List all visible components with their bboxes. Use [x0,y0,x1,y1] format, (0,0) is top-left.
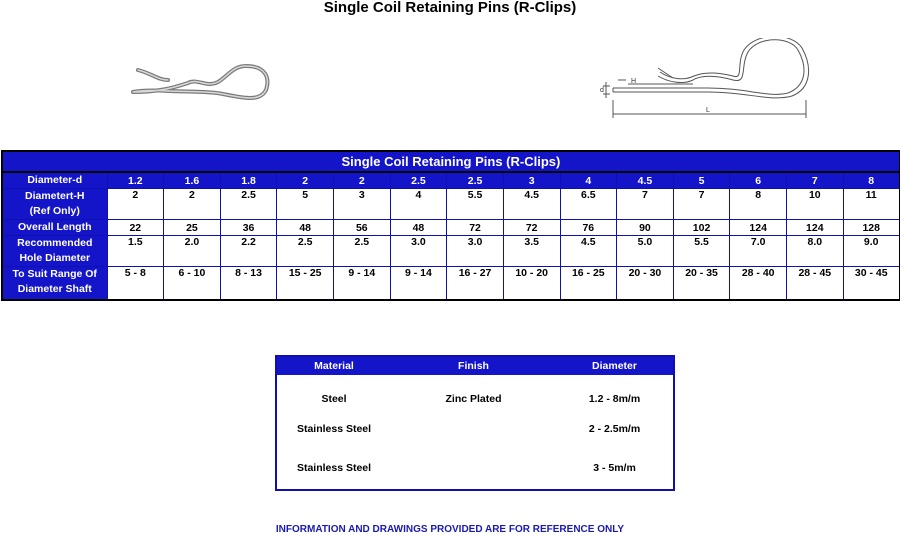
diameter-cell: 2 - 2.5m/m [588,423,641,435]
finish-cell [391,423,556,447]
page-title: Single Coil Retaining Pins (R-Clips) [323,0,577,16]
dim-label-h: H [631,78,637,85]
table-cell: 3.5 [503,236,560,267]
row-label-line: Recommended [17,237,93,249]
table-cell: 9 - 14 [390,267,447,301]
table-cell: 6 [730,172,787,189]
table-cell: 9.0 [843,236,900,267]
table-cell: 5.5 [673,236,730,267]
table-cell: 8 [843,172,900,189]
dim-label-l: L [706,107,710,114]
finish-cell: Zinc Plated [445,393,502,405]
row-label-line: Diametert-H [24,190,85,202]
material-cell: Stainless Steel [296,423,372,435]
table-cell: 2.2 [220,236,277,267]
column-header-finish: Finish [391,356,556,375]
table-cell: 4 [390,189,447,220]
spec-table [1,150,900,301]
material-table [275,355,675,491]
dim-label-d: d [600,87,604,94]
diameter-cell: 1.2 - 8m/m [588,393,641,405]
table-cell: 7 [787,172,844,189]
table-cell: 1.2 [107,172,164,189]
table-cell: 5.5 [447,189,504,220]
table-cell: 2.5 [390,172,447,189]
table-cell: 48 [390,220,447,236]
table-cell: 10 [787,189,844,220]
table-cell: 102 [673,220,730,236]
table-cell: 2.0 [164,236,221,267]
table-row [276,375,674,423]
table-cell: 7 [617,189,674,220]
table-cell: 9 - 14 [334,267,391,301]
material-table-header [276,356,674,375]
column-header-material: Material [276,356,391,375]
r-clip-drawing [598,38,813,123]
table-cell: 5 - 8 [107,267,164,301]
table-cell: 28 - 40 [730,267,787,301]
table-cell: 2 [164,189,221,220]
table-cell: 7 [673,189,730,220]
row-label [2,267,107,301]
table-cell: 36 [220,220,277,236]
table-cell: 2.5 [447,172,504,189]
table-cell: 3 [503,172,560,189]
table-cell: 16 - 25 [560,267,617,301]
table-cell: 1.5 [107,236,164,267]
table-cell: 2.5 [334,236,391,267]
row-label-line: Diameter Shaft [17,283,92,295]
disclaimer-footer: INFORMATION AND DRAWINGS PROVIDED ARE FOR REFERENCE ONLY [275,524,625,535]
table-cell: 128 [843,220,900,236]
table-cell: 76 [560,220,617,236]
row-label-line: (Ref Only) [29,205,80,217]
table-cell: 30 - 45 [843,267,900,301]
table-cell: 4.5 [617,172,674,189]
table-cell: 1.6 [164,172,221,189]
table-cell: 4.5 [503,189,560,220]
material-cell: Stainless Steel [296,462,372,474]
row-label-line: To Suit Range Of [12,268,97,280]
table-cell: 3.0 [447,236,504,267]
table-cell: 8.0 [787,236,844,267]
table-cell: 5 [277,189,334,220]
table-cell: 1.8 [220,172,277,189]
row-label: Overall Length [2,220,107,236]
table-cell: 20 - 30 [617,267,674,301]
table-cell: 20 - 35 [673,267,730,301]
table-cell: 48 [277,220,334,236]
column-header-diameter: Diameter [556,356,674,375]
r-clip-photo [128,58,278,108]
table-cell: 6 - 10 [164,267,221,301]
row-shaft-range [2,267,900,301]
table-cell: 124 [730,220,787,236]
row-diameter-h [2,189,900,220]
table-cell: 15 - 25 [277,267,334,301]
table-cell: 2 [277,172,334,189]
table-cell: 16 - 27 [447,267,504,301]
table-cell: 2.5 [220,189,277,220]
table-cell: 2 [334,172,391,189]
table-cell: 3.0 [390,236,447,267]
spec-table-caption: Single Coil Retaining Pins (R-Clips) [2,151,900,172]
table-cell: 4.5 [560,236,617,267]
table-cell: 11 [843,189,900,220]
row-label [2,236,107,267]
diameter-cell: 3 - 5m/m [593,462,636,474]
material-cell: Steel [321,393,347,405]
table-cell: 8 [730,189,787,220]
table-cell: 7.0 [730,236,787,267]
table-cell: 72 [503,220,560,236]
row-label [2,189,107,220]
table-cell: 10 - 20 [503,267,560,301]
table-cell: 4 [560,172,617,189]
table-cell: 6.5 [560,189,617,220]
table-cell: 25 [164,220,221,236]
table-cell: 22 [107,220,164,236]
table-cell: 124 [787,220,844,236]
table-cell: 2.5 [277,236,334,267]
table-cell: 28 - 45 [787,267,844,301]
table-cell: 5.0 [617,236,674,267]
table-row [276,423,674,447]
table-cell: 5 [673,172,730,189]
table-cell: 3 [334,189,391,220]
table-cell: 56 [334,220,391,236]
row-label: Diameter-d [2,172,107,189]
row-label-line: Hole Diameter [19,252,91,264]
row-diameter-d [2,172,900,189]
table-cell: 8 - 13 [220,267,277,301]
row-overall-length [2,220,900,236]
finish-cell [391,447,556,490]
table-cell: 72 [447,220,504,236]
table-cell: 90 [617,220,674,236]
table-cell: 2 [107,189,164,220]
row-hole-diameter [2,236,900,267]
table-row [276,447,674,490]
